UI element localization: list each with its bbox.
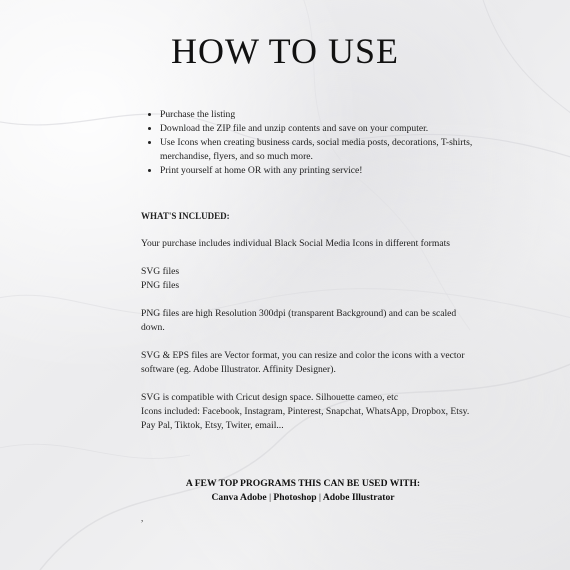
program-illustrator: Adobe Illustrator (322, 492, 395, 503)
steps-list (146, 108, 490, 178)
programs-heading: A FEW TOP PROGRAMS THIS CAN BE USED WITH: (185, 478, 421, 489)
list-item: • Print yourself at home OR with any printing service! (160, 164, 490, 178)
cricut-note: SVG is compatible with Cricut design space. Silhouette cameo, etc (141, 392, 399, 403)
programs-list (0, 491, 570, 505)
png-files-label: PNG files (141, 280, 180, 291)
svg-note: SVG & EPS files are Vector format, you can resize and color the icons with a vector software (eg. Adobe Illustrator. Affinity Designer). (141, 350, 465, 375)
program-canva-adobe: Canva Adobe (211, 492, 267, 503)
compat-notes (141, 391, 471, 433)
separator: | (269, 492, 272, 503)
icons-list: Icons included: Facebook, Instagram, Pinterest, Snapchat, WhatsApp, Dropbox, Etsy. Pay Pal, Tiktok, Etsy, Twiter, email... (141, 406, 470, 431)
svg-files-label: SVG files (141, 266, 180, 277)
separator: | (319, 492, 321, 503)
whats-included-section (141, 209, 471, 447)
list-item: • Download the ZIP file and unzip contents and save on your computer. (160, 122, 490, 136)
page-title: HOW TO USE (170, 31, 400, 71)
programs-section (0, 477, 570, 505)
png-note: PNG files are high Resolution 300dpi (transparent Background) and can be scaled down. (141, 308, 457, 333)
list-item: • Use Icons when creating business cards, social media posts, decorations, T-shirts, merchandise, flyers, and so much more. (160, 136, 490, 164)
program-photoshop: Photoshop (273, 492, 317, 503)
file-formats (141, 265, 471, 293)
list-item: • Purchase the listing (160, 108, 490, 122)
section-heading: WHAT'S INCLUDED: (141, 211, 230, 221)
stray-mark: , (141, 513, 144, 523)
included-intro: Your purchase includes individual Black Social Media Icons in different formats (141, 238, 450, 249)
